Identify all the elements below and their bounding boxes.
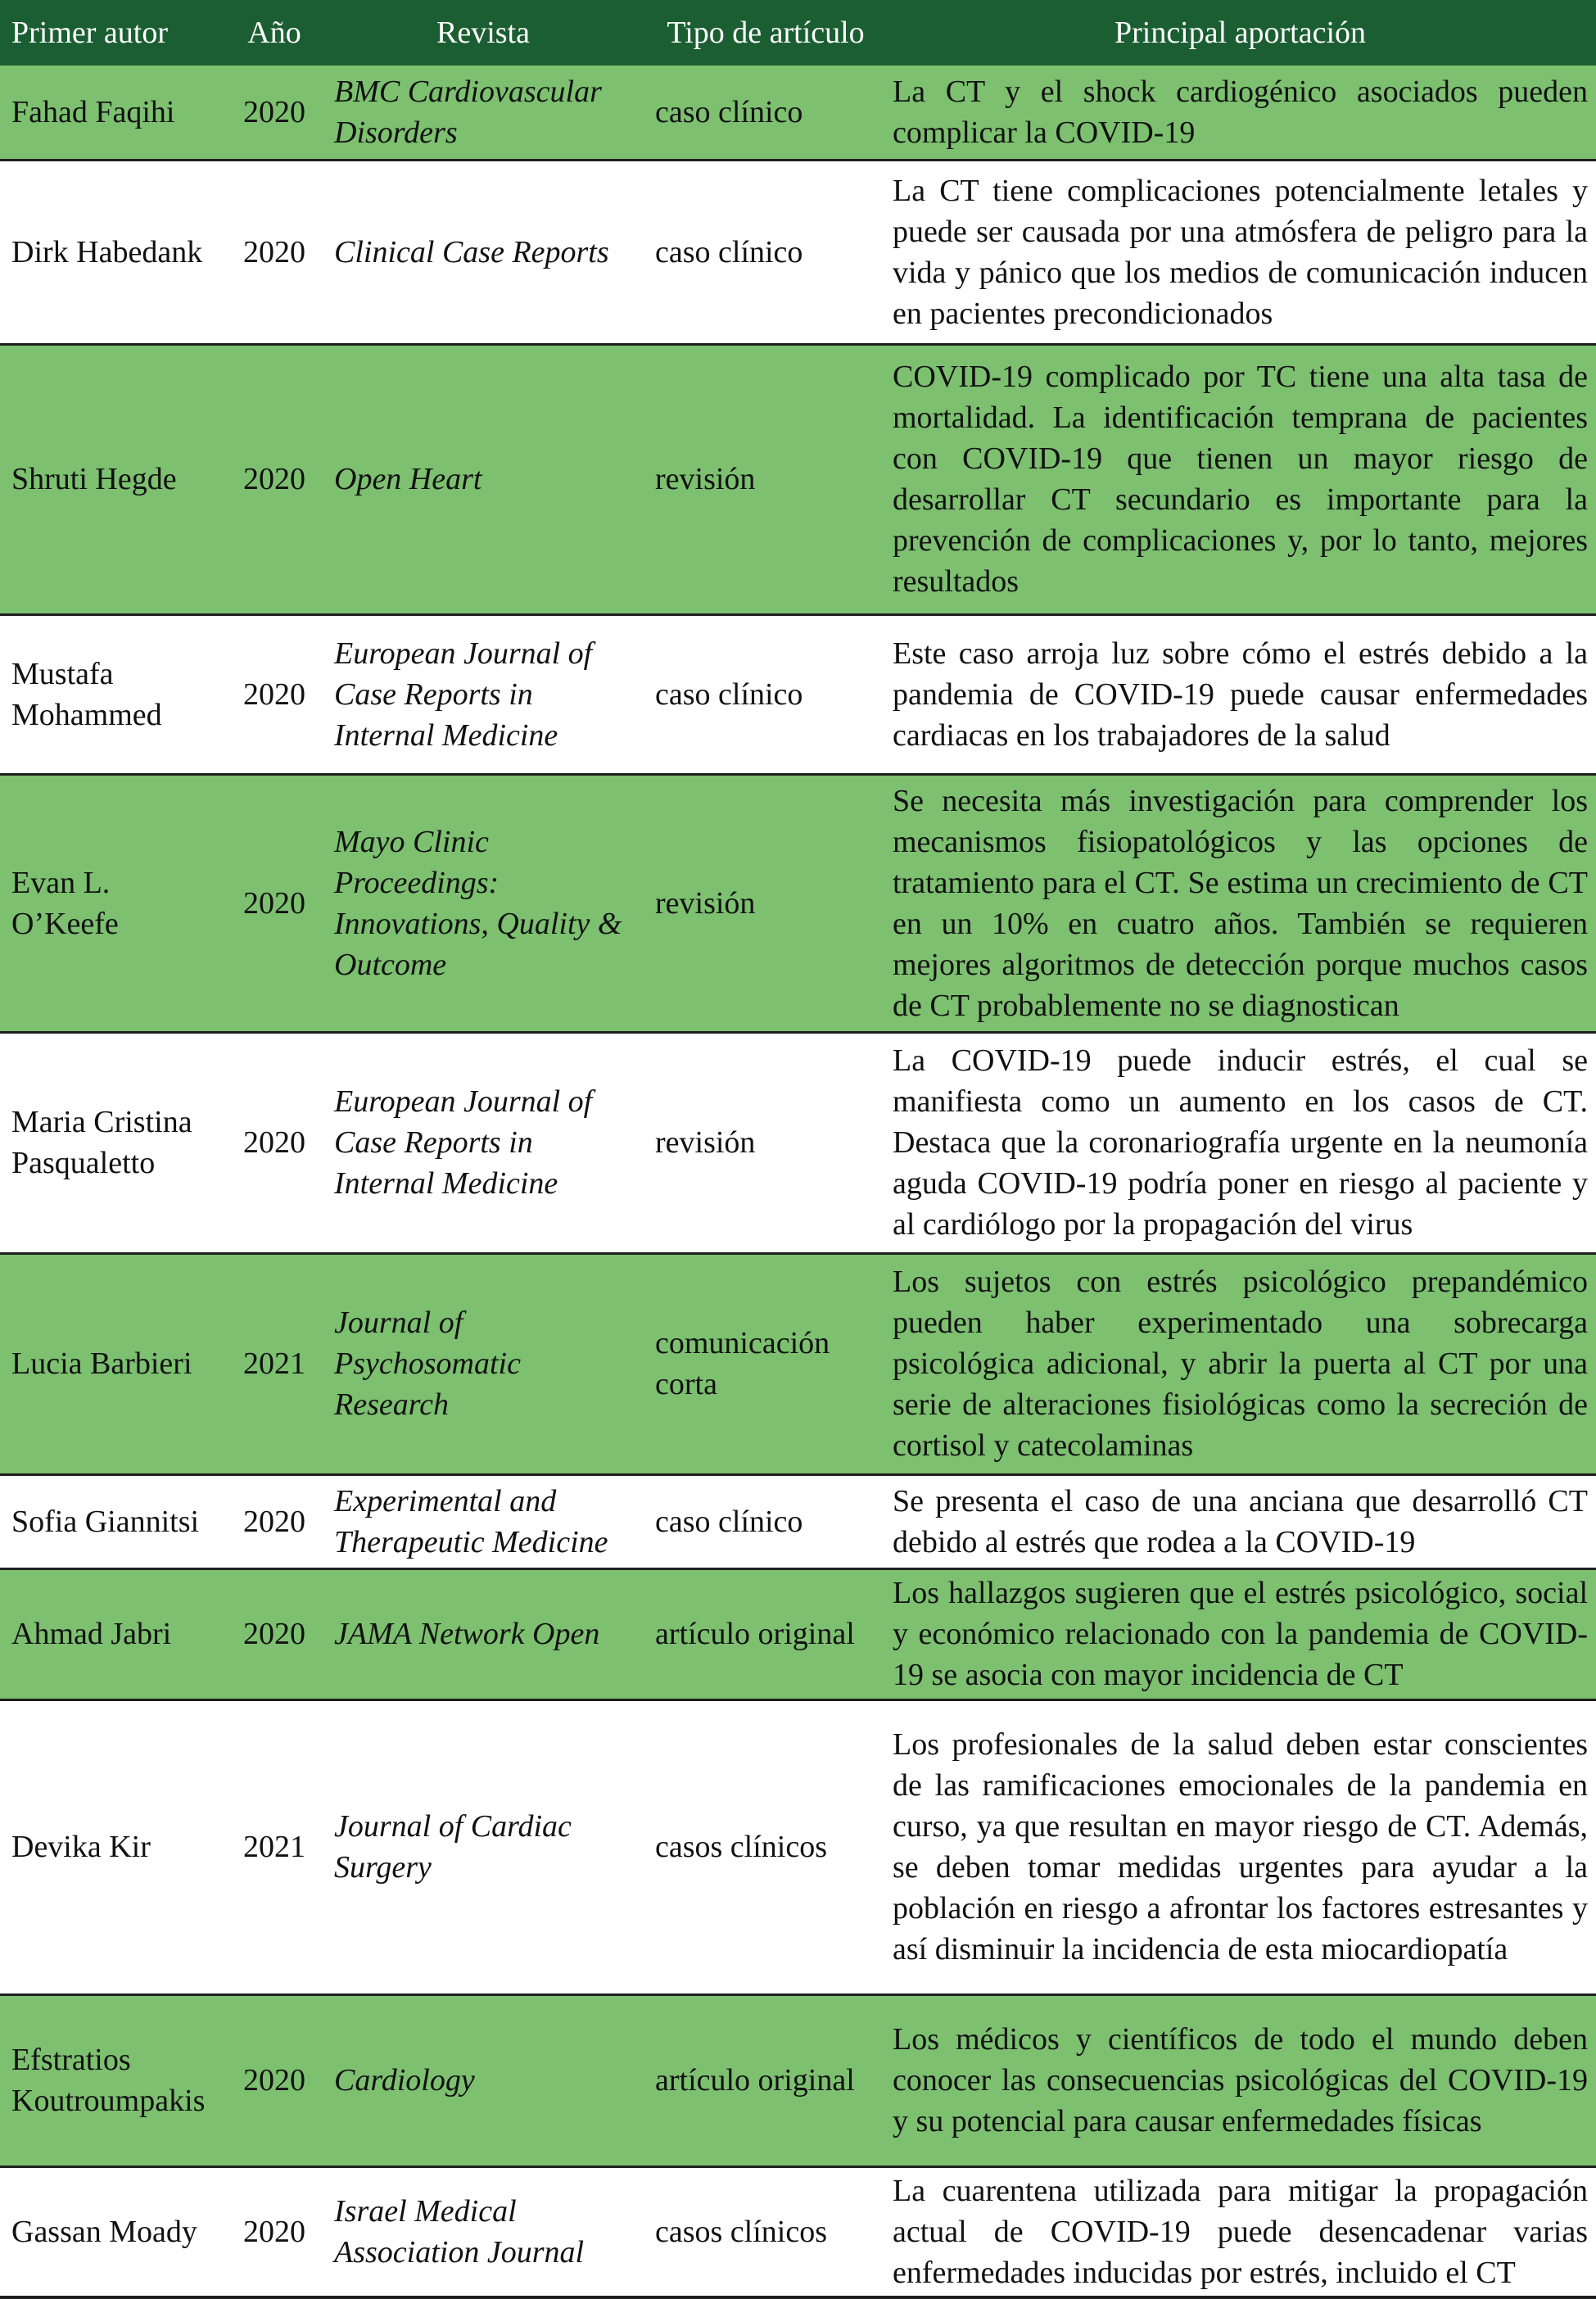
cell-type: casos clínicos <box>655 1830 828 1864</box>
cell-type: caso clínico <box>655 94 803 129</box>
table-row <box>0 1474 1596 1568</box>
cell-main: La CT tiene complicaciones potencialmente letales y puede ser causada por una atmósfera de peligro para la vida y pánico que los medios de comunicación inducen en pacientes precondicionados <box>893 173 1588 331</box>
cell-journal: Mayo Clinic Proceedings: Innovations, Quality & Outcome <box>334 824 622 982</box>
cell-type: casos clínicos <box>655 2214 828 2249</box>
cell-year: 2020 <box>243 1504 305 1539</box>
cell-main: Los hallazgos sugieren que el estrés psicológico, social y económico relacionado con la pandemia de COVID-19 se asocia con mayor incidencia de CT <box>893 1576 1588 1692</box>
cell-journal: Experimental and Therapeutic Medicine <box>334 1483 608 1559</box>
cell-type: artículo original <box>655 2063 855 2098</box>
cell-journal: Open Heart <box>334 462 482 496</box>
cell-journal: European Journal of Case Reports in Internal Medicine <box>334 1084 593 1201</box>
cell-year: 2020 <box>243 2214 305 2249</box>
cell-author: Gassan Moady <box>11 2214 197 2249</box>
table-row <box>0 774 1596 1032</box>
cell-journal: BMC Cardiovascular Disorders <box>334 74 602 150</box>
table-row <box>0 1699 1596 1994</box>
table-row <box>0 1994 1596 2166</box>
cell-year: 2020 <box>243 1125 305 1160</box>
table-row <box>0 66 1596 160</box>
cell-type: revisión <box>655 1125 756 1160</box>
table-row <box>0 614 1596 774</box>
table-row <box>0 160 1596 344</box>
cell-year: 2020 <box>243 2063 305 2098</box>
cell-type: caso clínico <box>655 677 803 712</box>
header-row <box>0 0 1596 66</box>
cell-author: Fahad Faqihi <box>11 94 175 129</box>
cell-main: Los médicos y científicos de todo el mundo deben conocer las consecuencias psicológicas del COVID-19 y su potencial para causar enfermedades físicas <box>893 2022 1588 2138</box>
cell-journal: Cardiology <box>334 2063 475 2098</box>
cell-journal: Journal of Cardiac Surgery <box>334 1809 572 1885</box>
cell-journal: Clinical Case Reports <box>334 234 609 269</box>
cell-year: 2020 <box>243 234 305 269</box>
cell-journal: Journal of Psychosomatic Research <box>334 1306 521 1422</box>
cell-year: 2021 <box>243 1346 305 1381</box>
cell-author: Evan L. O’Keefe <box>11 865 119 941</box>
cell-main: COVID-19 complicado por TC tiene una alta tasa de mortalidad. La identificación temprana de pacientes con COVID-19 que tienen un mayor riesgo de desarrollar CT secundario es importante para la prevención de complicaciones y, por lo tanto, mejores resultados <box>893 360 1588 599</box>
cell-type: caso clínico <box>655 234 803 269</box>
cell-type: comunicación corta <box>655 1326 830 1401</box>
table-header <box>0 0 1596 66</box>
cell-type: revisión <box>655 885 756 921</box>
cell-main: La CT y el shock cardiogénico asociados pueden complicar la COVID-19 <box>893 74 1588 150</box>
table-body <box>0 66 1596 2297</box>
cell-year: 2021 <box>243 1830 305 1864</box>
cell-year: 2020 <box>243 677 305 712</box>
table-row <box>0 1253 1596 1474</box>
header-type: Tipo de artículo <box>667 16 865 50</box>
cell-author: Lucia Barbieri <box>11 1346 192 1381</box>
table-row <box>0 1032 1596 1253</box>
table-row <box>0 1568 1596 1699</box>
cell-year: 2020 <box>243 885 305 921</box>
cell-author: Sofia Giannitsi <box>11 1504 200 1539</box>
cell-main: Este caso arroja luz sobre cómo el estrés debido a la pandemia de COVID-19 puede causar enfermedades cardiacas en los trabajadores de la salud <box>893 636 1588 753</box>
cell-author: Efstratios Koutroumpakis <box>11 2043 206 2118</box>
table-row <box>0 2166 1596 2297</box>
table-row <box>0 344 1596 614</box>
cell-author: Devika Kir <box>11 1830 151 1864</box>
cell-year: 2020 <box>243 462 305 496</box>
cell-journal: European Journal of Case Reports in Internal Medicine <box>334 636 593 753</box>
cell-year: 2020 <box>243 1617 305 1651</box>
cell-type: revisión <box>655 462 756 496</box>
cell-author: Dirk Habedank <box>11 234 203 269</box>
cell-main: La cuarentena utilizada para mitigar la propagación actual de COVID-19 puede desencadenar varias enfermedades inducidas por estrés, incluido el CT <box>893 2173 1588 2290</box>
cell-type: artículo original <box>655 1617 855 1651</box>
cell-year: 2020 <box>243 94 305 129</box>
header-main: Principal aportación <box>1114 16 1367 50</box>
cell-author: Mustafa Mohammed <box>11 656 162 732</box>
cell-main: Los sujetos con estrés psicológico prepandémico pueden haber experimentado una sobrecarga psicológica adicional, y abrir la puerta al CT por una serie de alteraciones fisiológicas como la secreción de cortisol y catecolaminas <box>893 1265 1588 1463</box>
cell-main: Los profesionales de la salud deben estar conscientes de las ramificaciones emocionales de la pandemia en curso, ya que resultan en mayor riesgo de CT. Además, se deben tomar medidas urgentes para ayudar a la población en riesgo a afrontar los factores estresantes y así disminuir la incidencia de esta miocardiopatía <box>893 1727 1588 1966</box>
cell-author: Ahmad Jabri <box>11 1617 172 1651</box>
header-journal: Revista <box>436 16 530 50</box>
cell-journal: JAMA Network Open <box>334 1617 600 1651</box>
cell-author: Shruti Hegde <box>11 462 177 496</box>
cell-journal: Israel Medical Association Journal <box>334 2193 585 2270</box>
cell-main: Se presenta el caso de una anciana que desarrolló CT debido al estrés que rodea a la COVID-19 <box>893 1483 1588 1559</box>
cell-type: caso clínico <box>655 1504 803 1539</box>
cell-main: La COVID-19 puede inducir estrés, el cual se manifiesta como un aumento en los casos de CT. Destaca que la coronariografía urgente en la neumonía aguda COVID-19 podría poner en riesgo al paciente y al cardiólogo por la propagación del virus <box>893 1043 1588 1242</box>
header-year: Año <box>247 16 301 50</box>
cell-main: Se necesita más investigación para comprender los mecanismos fisiopatológicos y las opciones de tratamiento para el CT. Se estima un crecimiento de CT en un 10% en cuatro años. También se requieren mejores algoritmos de detección porque muchos casos de CT probablemente no se diagnostican <box>893 783 1588 1023</box>
header-author: Primer autor <box>11 16 169 50</box>
cell-author: Maria Cristina Pasqualetto <box>11 1105 192 1180</box>
